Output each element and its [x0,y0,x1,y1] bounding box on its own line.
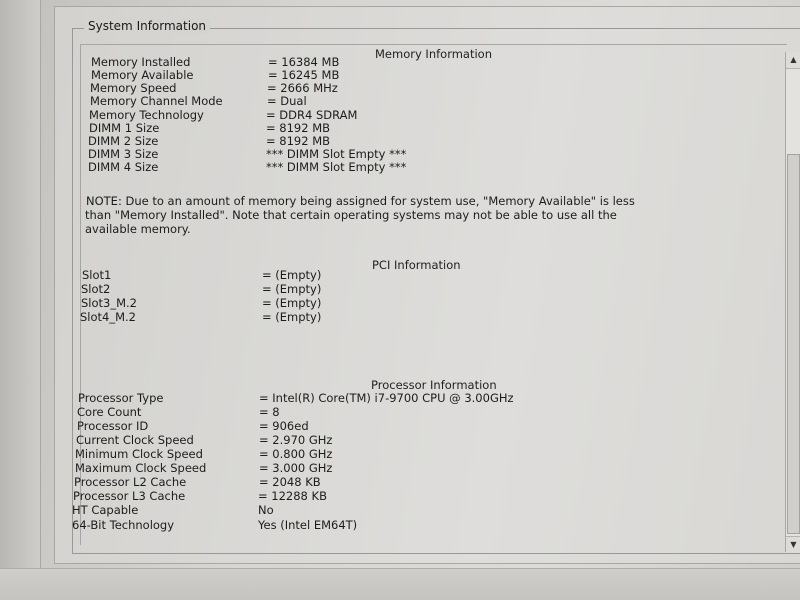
info-label: Minimum Clock Speed [75,447,203,461]
info-label: Processor L3 Cache [73,489,186,503]
memory-note-line: NOTE: Due to an amount of memory being assigned for system use, "Memory Available" is less [86,194,635,208]
info-value: = 2048 KB [259,475,321,489]
memory-note-line: available memory. [85,222,191,236]
pci-section-title: PCI Information [372,258,461,272]
info-label: HT Capable [72,503,139,517]
info-label: Slot4_M.2 [80,310,137,324]
info-label: Memory Installed [91,55,191,69]
info-value: = 0.800 GHz [259,447,333,461]
info-label: Processor Type [78,391,164,405]
info-label: Current Clock Speed [76,433,194,447]
memory-section-title: Memory Information [375,47,492,61]
info-value: = Intel(R) Core(TM) i7-9700 CPU @ 3.00GHz [259,391,514,405]
left-navigation-strip [0,0,41,600]
info-label: DIMM 1 Size [89,121,160,135]
info-value: No [258,503,274,517]
info-label: Processor L2 Cache [74,475,187,489]
info-value: = (Empty) [262,268,322,282]
group-title: System Information [84,19,210,33]
info-value: Yes (Intel EM64T) [258,518,358,532]
info-value: = (Empty) [262,282,322,296]
info-label: Slot2 [81,282,111,296]
info-value: = 8192 MB [266,121,331,135]
info-value: = DDR4 SDRAM [266,108,358,122]
info-value: *** DIMM Slot Empty *** [266,160,407,174]
info-value: = 906ed [259,419,309,433]
processor-section-title: Processor Information [371,378,497,392]
info-value: = 12288 KB [258,489,327,503]
info-label: 64-Bit Technology [72,518,175,532]
info-value: = 2.970 GHz [259,433,333,447]
bottom-bar [0,568,800,600]
info-value: = 16384 MB [268,55,340,69]
info-label: Slot3_M.2 [81,296,138,310]
vertical-scrollbar[interactable] [785,52,800,552]
scroll-down-arrow-icon[interactable]: ▼ [786,536,800,553]
scroll-thumb[interactable] [787,154,800,534]
info-label: Memory Speed [90,81,177,95]
info-label: Memory Technology [89,108,204,122]
memory-note-line: than "Memory Installed". Note that certain operating systems may not be able to use all the [85,208,617,222]
info-value: = 3.000 GHz [259,461,333,475]
info-label: DIMM 3 Size [88,147,159,161]
info-label: Memory Channel Mode [90,94,223,108]
scroll-up-arrow-icon[interactable]: ▲ [786,52,800,69]
info-value: = 8192 MB [266,134,331,148]
info-label: Core Count [77,405,142,419]
info-value: = (Empty) [262,296,322,310]
info-label: DIMM 4 Size [88,160,159,174]
info-label: Memory Available [91,68,194,82]
info-value: = Dual [267,94,307,108]
info-value: = 2666 MHz [267,81,338,95]
info-value: = 8 [259,405,280,419]
info-value: = (Empty) [262,310,322,324]
info-label: DIMM 2 Size [88,134,159,148]
info-label: Processor ID [77,419,149,433]
info-label: Slot1 [82,268,112,282]
info-label: Maximum Clock Speed [75,461,207,475]
info-value: *** DIMM Slot Empty *** [266,147,407,161]
info-value: = 16245 MB [268,68,340,82]
